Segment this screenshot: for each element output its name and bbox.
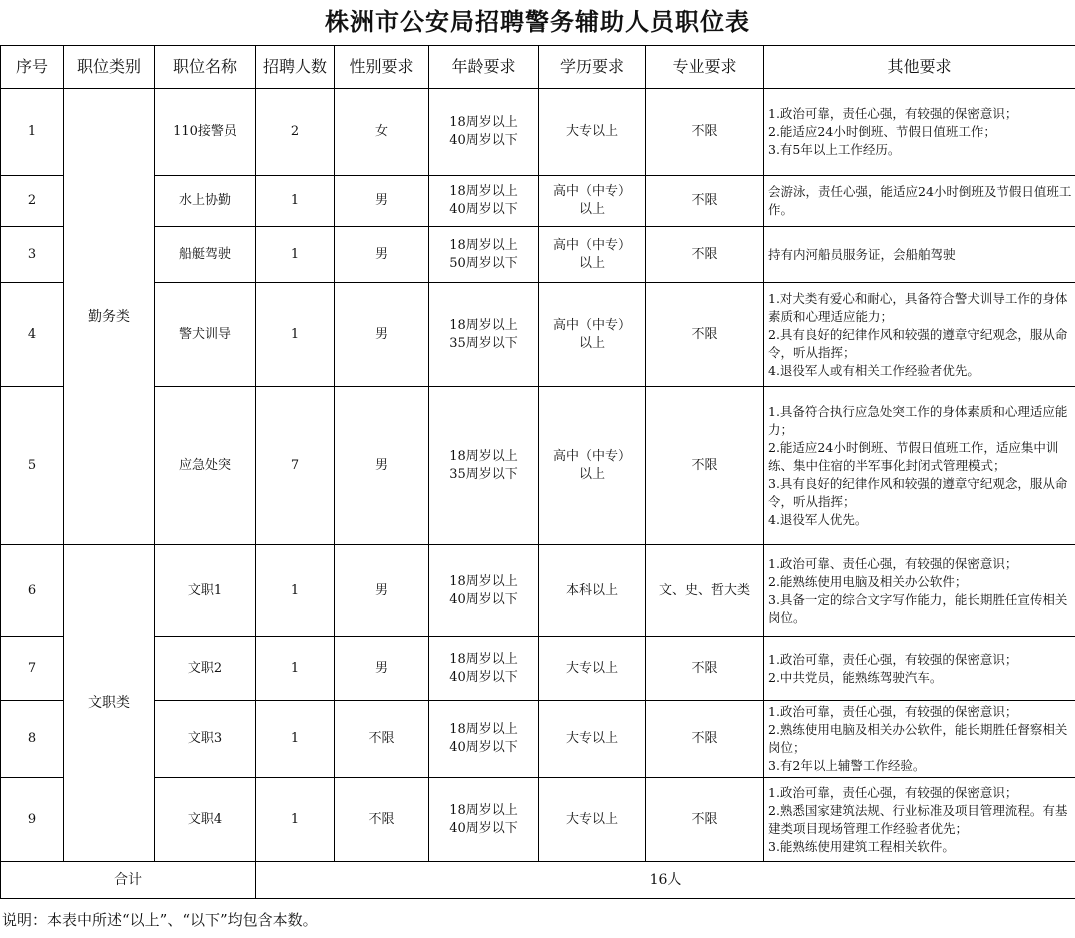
page-title: 株洲市公安局招聘警务辅助人员职位表 [325, 8, 750, 36]
header-major: 专业要求 [646, 46, 764, 89]
age-line: 18周岁以上 [449, 651, 518, 667]
education-line: 大专以上 [565, 811, 618, 827]
age-line: 40周岁以下 [449, 133, 518, 148]
education-line: 高中（中专） [552, 317, 631, 333]
education-requirement [539, 227, 646, 283]
education-requirement [539, 283, 646, 387]
requirement-line: 1.政治可靠，责任心强，有较强的保密意识； [768, 704, 1018, 719]
other-requirements [764, 778, 1075, 862]
age-line: 18周岁以上 [449, 722, 518, 737]
education-requirement [539, 778, 646, 862]
requirement-line: 2.能适应24小时倒班、节假日值班工作，适应集中训练、集中住宿的半军事化封闭式管理模式； [768, 439, 1059, 473]
education-requirement [539, 701, 646, 778]
row-seq: 1 [1, 89, 64, 176]
age-requirement [429, 176, 539, 227]
table-row [1, 701, 1075, 778]
gender-requirement: 男 [335, 283, 429, 387]
recruit-count: 7 [256, 387, 335, 545]
header-age: 年龄要求 [429, 46, 539, 89]
total-label: 合计 [1, 862, 256, 899]
row-seq: 6 [1, 545, 64, 637]
education-line: 高中（中专） [552, 237, 631, 253]
position-name: 文职3 [155, 701, 256, 778]
header-count: 招聘人数 [256, 46, 335, 89]
table-row [1, 387, 1075, 545]
table-row [1, 778, 1075, 862]
education-line: 高中（中专） [552, 184, 631, 199]
major-requirement: 不限 [646, 778, 764, 862]
other-requirements [764, 387, 1075, 545]
row-seq: 3 [1, 227, 64, 283]
age-requirement [429, 283, 539, 387]
requirement-line: 2.中共党员，能熟练驾驶汽车。 [768, 669, 943, 685]
age-line: 18周岁以上 [449, 573, 518, 589]
row-seq: 9 [1, 778, 64, 862]
position-name: 船艇驾驶 [155, 227, 256, 283]
row-seq: 8 [1, 701, 64, 778]
education-line: 以上 [578, 255, 605, 271]
gender-requirement: 男 [335, 227, 429, 283]
category-clerical: 文职类 [64, 545, 155, 862]
age-requirement [429, 701, 539, 778]
position-name: 水上协勤 [155, 176, 256, 227]
major-requirement: 不限 [646, 89, 764, 176]
education-line: 高中（中专） [552, 448, 631, 464]
age-line: 35周岁以下 [449, 335, 518, 351]
requirement-line: 持有内河船员服务证，会船舶驾驶 [768, 246, 956, 262]
footnote: 说明：本表中所述“以上”、“以下”均包含本数。 [2, 911, 318, 929]
education-line: 大专以上 [565, 731, 618, 746]
age-line: 40周岁以下 [449, 669, 518, 685]
gender-requirement: 不限 [335, 778, 429, 862]
total-row [1, 862, 1075, 899]
table-row [1, 176, 1075, 227]
age-line: 40周岁以下 [449, 202, 518, 217]
table-body [1, 89, 1075, 899]
header-other: 其他要求 [764, 46, 1075, 89]
other-requirements [764, 89, 1075, 176]
position-name: 文职1 [155, 545, 256, 637]
header-row [1, 46, 1075, 89]
age-requirement [429, 227, 539, 283]
age-line: 18周岁以上 [449, 448, 518, 464]
gender-requirement: 男 [335, 545, 429, 637]
education-line: 以上 [578, 202, 605, 217]
major-requirement: 不限 [646, 227, 764, 283]
row-seq: 7 [1, 637, 64, 701]
table-row [1, 227, 1075, 283]
row-seq: 2 [1, 176, 64, 227]
requirement-line: 2.熟悉国家建筑法规、行业标准及项目管理流程。有基建类项目现场管理工作经验者优先； [768, 802, 1068, 836]
education-line: 以上 [578, 466, 605, 482]
gender-requirement: 不限 [335, 701, 429, 778]
other-requirements [764, 637, 1075, 701]
requirement-line: 4.退役军人优先。 [768, 511, 868, 527]
position-name: 文职4 [155, 778, 256, 862]
position-name: 应急处突 [155, 387, 256, 545]
other-requirements [764, 283, 1075, 387]
major-requirement: 不限 [646, 283, 764, 387]
education-requirement [539, 176, 646, 227]
requirement-line: 1.政治可靠，责任心强，有较强的保密意识； [768, 784, 1018, 800]
age-line: 40周岁以下 [449, 591, 518, 607]
age-line: 18周岁以上 [449, 237, 518, 253]
requirement-line: 2.能熟练使用电脑及相关办公软件； [768, 573, 968, 589]
category-duty: 勤务类 [64, 89, 155, 545]
requirement-line: 2.能适应24小时倒班、节假日值班工作； [768, 124, 996, 139]
recruit-count: 1 [256, 545, 335, 637]
requirement-line: 2.具有良好的纪律作风和较强的遵章守纪观念，服从命令，听从指挥； [768, 326, 1068, 360]
education-line: 大专以上 [565, 660, 618, 676]
requirement-line: 1.具备符合执行应急处突工作的身体素质和心理适应能力； [768, 403, 1068, 437]
requirement-line: 3.有5年以上工作经历。 [768, 142, 901, 157]
age-line: 50周岁以下 [449, 255, 518, 271]
gender-requirement: 男 [335, 637, 429, 701]
header-position: 职位名称 [155, 46, 256, 89]
header-education: 学历要求 [539, 46, 646, 89]
requirement-line: 3.具备一定的综合文字写作能力，能长期胜任宣传相关岗位。 [768, 591, 1068, 625]
recruit-count: 1 [256, 176, 335, 227]
age-line: 18周岁以上 [449, 184, 518, 199]
age-requirement [429, 778, 539, 862]
major-requirement: 不限 [646, 387, 764, 545]
recruitment-table [0, 45, 1075, 899]
requirement-line: 3.具有良好的纪律作风和较强的遵章守纪观念，服从命令，听从指挥； [768, 475, 1068, 509]
education-requirement [539, 89, 646, 176]
position-name: 110接警员 [155, 89, 256, 176]
education-requirement [539, 387, 646, 545]
total-value: 16人 [256, 862, 1075, 899]
age-line: 18周岁以上 [449, 317, 518, 333]
requirement-line: 2.熟练使用电脑及相关办公软件，能长期胜任督察相关岗位； [768, 722, 1068, 755]
education-line: 大专以上 [565, 124, 618, 139]
requirement-line: 3.能熟练使用建筑工程相关软件。 [768, 838, 955, 854]
major-requirement: 不限 [646, 637, 764, 701]
table-row [1, 545, 1075, 637]
age-line: 18周岁以上 [449, 802, 518, 818]
education-requirement [539, 637, 646, 701]
table-row [1, 637, 1075, 701]
requirement-line: 1.政治可靠，责任心强，有较强的保密意识； [768, 651, 1018, 667]
age-requirement [429, 89, 539, 176]
requirement-line: 1.政治可靠、责任心强，有较强的保密意识； [768, 555, 1018, 571]
other-requirements [764, 176, 1075, 227]
other-requirements [764, 701, 1075, 778]
age-line: 35周岁以下 [449, 466, 518, 482]
requirement-line: 4.退役军人或有相关工作经验者优先。 [768, 362, 980, 378]
education-requirement [539, 545, 646, 637]
age-line: 18周岁以上 [449, 115, 518, 130]
header-seq: 序号 [1, 46, 64, 89]
position-name: 警犬训导 [155, 283, 256, 387]
requirement-line: 3.有2年以上辅警工作经验。 [768, 758, 926, 773]
header-gender: 性别要求 [335, 46, 429, 89]
requirement-line: 会游泳，责任心强，能适应24小时倒班及节假日值班工作。 [768, 184, 1072, 217]
position-name: 文职2 [155, 637, 256, 701]
age-line: 40周岁以下 [449, 740, 518, 755]
gender-requirement: 男 [335, 176, 429, 227]
requirement-line: 1.对犬类有爱心和耐心，具备符合警犬训导工作的身体素质和心理适应能力； [768, 290, 1068, 324]
table-row [1, 283, 1075, 387]
recruit-count: 1 [256, 637, 335, 701]
other-requirements [764, 227, 1075, 283]
recruit-count: 1 [256, 227, 335, 283]
row-seq: 4 [1, 283, 64, 387]
recruit-count: 1 [256, 701, 335, 778]
education-line: 本科以上 [565, 582, 618, 598]
header-category: 职位类别 [64, 46, 155, 89]
major-requirement: 文、史、哲大类 [646, 545, 764, 637]
recruit-count: 1 [256, 778, 335, 862]
table-row [1, 89, 1075, 176]
row-seq: 5 [1, 387, 64, 545]
gender-requirement: 女 [335, 89, 429, 176]
recruit-count: 2 [256, 89, 335, 176]
age-requirement [429, 387, 539, 545]
other-requirements [764, 545, 1075, 637]
education-line: 以上 [578, 335, 605, 351]
age-line: 40周岁以下 [449, 820, 518, 836]
age-requirement [429, 637, 539, 701]
major-requirement: 不限 [646, 701, 764, 778]
requirement-line: 1.政治可靠，责任心强，有较强的保密意识； [768, 106, 1018, 121]
gender-requirement: 男 [335, 387, 429, 545]
recruit-count: 1 [256, 283, 335, 387]
major-requirement: 不限 [646, 176, 764, 227]
age-requirement [429, 545, 539, 637]
